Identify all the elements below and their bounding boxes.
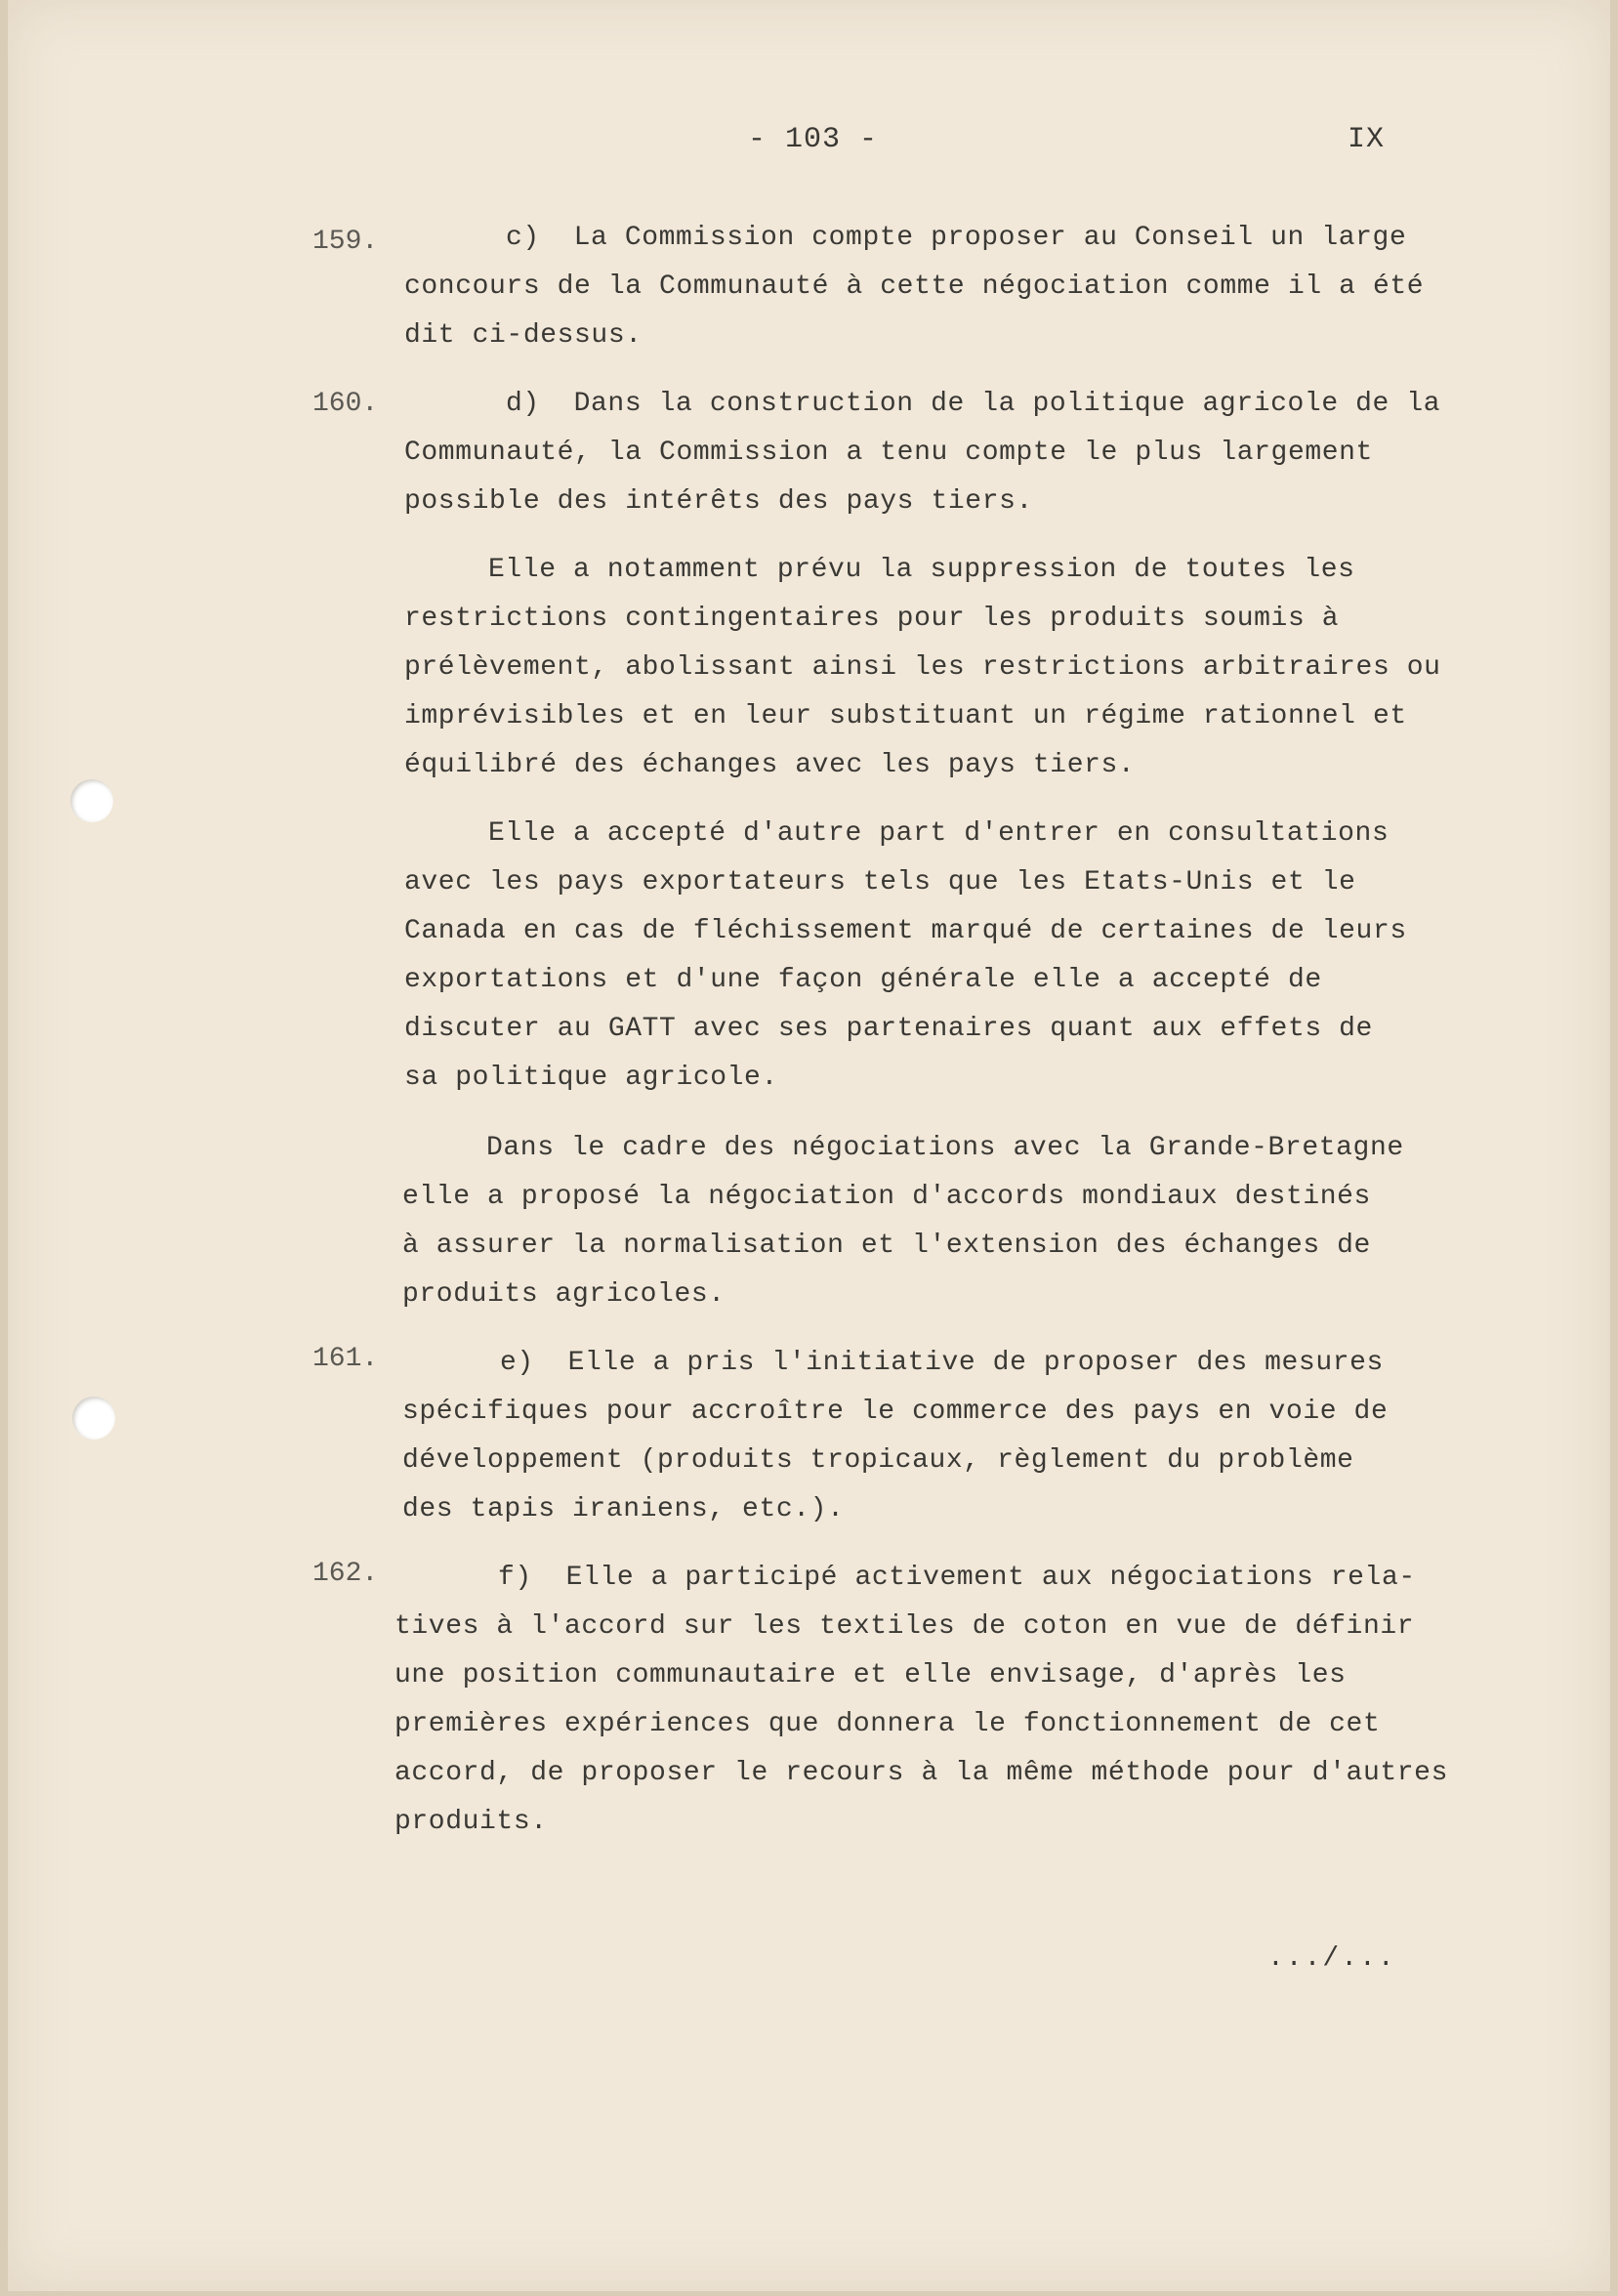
text-line: Dans le cadre des négociations avec la Grande-Bretagne: [486, 1133, 1404, 1163]
text-line: avec les pays exportateurs tels que les Etats-Unis et le: [404, 867, 1356, 898]
text-line: Communauté, la Commission a tenu compte le plus largement: [404, 438, 1373, 468]
text-line: restrictions contingentaires pour les produits soumis à: [404, 604, 1340, 634]
text-line: imprévisibles et en leur substituant un régime rationnel et: [404, 701, 1407, 731]
text-line: premières expériences que donnera le fonctionnement de cet: [394, 1709, 1381, 1739]
text-line: à assurer la normalisation et l'extension des échanges de: [402, 1231, 1371, 1261]
text-line: produits.: [394, 1807, 548, 1837]
text-line: tives à l'accord sur les textiles de coton en vue de définir: [394, 1611, 1415, 1642]
text-line: dit ci-dessus.: [404, 320, 643, 351]
text-line: possible des intérêts des pays tiers.: [404, 486, 1033, 517]
text-line: développement (produits tropicaux, règlement du problème: [402, 1445, 1354, 1476]
text-line: équilibré des échanges avec les pays tiers.: [404, 750, 1136, 780]
text-line: d) Dans la construction de la politique agricole de la: [506, 389, 1441, 419]
text-line: c) La Commission compte proposer au Conseil un large: [506, 223, 1407, 253]
text-line: f) Elle a participé activement aux négociations rela-: [498, 1563, 1416, 1593]
paragraph-number: 160.: [312, 389, 379, 419]
text-line: produits agricoles.: [402, 1279, 726, 1310]
text-line: prélèvement, abolissant ainsi les restrictions arbitraires ou: [404, 652, 1441, 683]
text-line: Elle a notamment prévu la suppression de toutes les: [488, 555, 1355, 585]
section-mark: IX: [1348, 123, 1386, 156]
text-line: une position communautaire et elle envisage, d'après les: [394, 1660, 1347, 1691]
paragraph-number: 161.: [312, 1344, 379, 1374]
text-line: spécifiques pour accroître le commerce des pays en voie de: [402, 1397, 1389, 1427]
paragraph-number: 159.: [312, 227, 379, 257]
document-page: [8, 0, 1610, 2291]
text-line: Canada en cas de fléchissement marqué de certaines de leurs: [404, 916, 1407, 946]
text-line: exportations et d'une façon générale elle a accepté de: [404, 965, 1322, 995]
text-line: e) Elle a pris l'initiative de proposer des mesures: [500, 1348, 1384, 1378]
text-line: sa politique agricole.: [404, 1063, 778, 1093]
text-line: Elle a accepté d'autre part d'entrer en consultations: [488, 818, 1390, 849]
text-line: discuter au GATT avec ses partenaires quant aux effets de: [404, 1014, 1373, 1044]
page-number: - 103 -: [748, 123, 879, 156]
text-line: elle a proposé la négociation d'accords mondiaux destinés: [402, 1182, 1371, 1212]
paragraph-number: 162.: [312, 1559, 379, 1589]
punch-hole: [72, 1397, 115, 1440]
text-line: accord, de proposer le recours à la même méthode pour d'autres: [394, 1758, 1448, 1788]
text-line: des tapis iraniens, etc.).: [402, 1494, 845, 1524]
text-line: concours de la Communauté à cette négociation comme il a été: [404, 271, 1425, 302]
continuation-mark: .../...: [1267, 1943, 1396, 1974]
punch-hole: [70, 779, 113, 822]
